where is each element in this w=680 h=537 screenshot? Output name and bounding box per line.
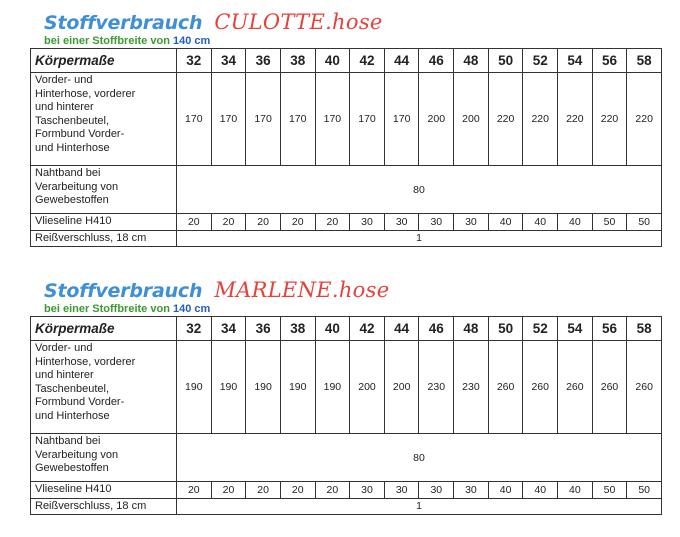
fabric-width-prefix: bei einer Stoffbreite von [44, 303, 170, 315]
value-cell: 30 [384, 214, 419, 231]
row-label: Reißverschluss, 18 cm [31, 230, 177, 247]
section-marlene [30, 272, 662, 515]
value-cell: 40 [558, 482, 593, 499]
value-cell: 20 [211, 214, 246, 231]
size-header: 52 [523, 317, 558, 341]
value-cell: 20 [315, 214, 350, 231]
value-cell: 20 [280, 214, 315, 231]
size-header: 50 [488, 49, 523, 73]
value-cell: 170 [211, 73, 246, 166]
size-header: 40 [315, 317, 350, 341]
value-cell: 170 [280, 73, 315, 166]
size-header: 58 [627, 317, 662, 341]
value-cell: 20 [246, 482, 281, 499]
value-cell: 260 [627, 341, 662, 434]
size-header: 44 [384, 317, 419, 341]
row-label-line: Verarbeitung von [35, 448, 119, 461]
fabric-width-note [30, 35, 662, 48]
value-cell: 50 [592, 482, 627, 499]
value-cell: 40 [488, 214, 523, 231]
header-label: Körpermaße [31, 317, 177, 341]
size-header: 54 [558, 317, 593, 341]
value-cell: 30 [419, 482, 454, 499]
row-label: Reißverschluss, 18 cm [31, 498, 177, 515]
value-cell: 40 [488, 482, 523, 499]
row-label-line: Formbund Vorder- [35, 396, 125, 408]
size-header: 54 [558, 49, 593, 73]
fabric-width-value: 140 cm [172, 303, 211, 315]
value-cell: 170 [177, 73, 212, 166]
value-cell: 50 [627, 482, 662, 499]
value-cell: 80 [177, 166, 662, 214]
value-cell: 190 [315, 341, 350, 434]
fabric-width-note [30, 303, 662, 316]
row-label: Vlieseline H410 [31, 482, 177, 499]
row-label-line: Taschenbeutel, [35, 382, 109, 395]
table-header-row [31, 317, 662, 341]
size-header: 40 [315, 49, 350, 73]
value-cell: 20 [246, 214, 281, 231]
row-label-line: Taschenbeutel, [35, 114, 109, 127]
row-label-line: Nahtband bei [35, 435, 101, 447]
fabric-width-value: 140 cm [172, 35, 211, 47]
size-header: 50 [488, 317, 523, 341]
row-label-line: und Hinterhose [35, 409, 110, 422]
value-cell: 220 [523, 73, 558, 166]
size-header: 56 [592, 49, 627, 73]
size-header: 46 [419, 49, 454, 73]
size-header: 42 [350, 317, 385, 341]
value-cell: 260 [488, 341, 523, 434]
row-label-line: Nahtband bei [35, 167, 101, 179]
model-name: CULOTTE.hose [214, 10, 383, 34]
table-row [31, 482, 662, 499]
section-title [30, 272, 662, 302]
value-cell: 170 [246, 73, 281, 166]
table-row [31, 166, 662, 214]
value-cell: 50 [627, 214, 662, 231]
row-label-line: Formbund Vorder- [35, 128, 125, 140]
row-label-line: Gewebestoffen [35, 194, 109, 206]
value-cell: 190 [280, 341, 315, 434]
table-row [31, 341, 662, 434]
section-culotte [30, 4, 662, 247]
row-label [31, 73, 177, 166]
value-cell: 20 [315, 482, 350, 499]
value-cell: 20 [211, 482, 246, 499]
value-cell: 230 [419, 341, 454, 434]
value-cell: 20 [177, 214, 212, 231]
value-cell: 30 [454, 482, 489, 499]
value-cell: 260 [558, 341, 593, 434]
size-header: 32 [177, 317, 212, 341]
header-label: Körpermaße [31, 49, 177, 73]
size-header: 34 [211, 49, 246, 73]
value-cell: 40 [523, 482, 558, 499]
value-cell: 30 [384, 482, 419, 499]
size-header: 42 [350, 49, 385, 73]
value-cell: 1 [177, 230, 662, 247]
title-text: Stoffverbrauch [44, 12, 203, 34]
fabric-usage-table [30, 316, 662, 515]
size-header: 36 [246, 49, 281, 73]
table-header-row [31, 49, 662, 73]
value-cell: 20 [280, 482, 315, 499]
value-cell: 170 [315, 73, 350, 166]
value-cell: 200 [454, 73, 489, 166]
value-cell: 200 [350, 341, 385, 434]
value-cell: 200 [384, 341, 419, 434]
value-cell: 220 [592, 73, 627, 166]
row-label [31, 341, 177, 434]
value-cell: 50 [592, 214, 627, 231]
row-label-line: Vorder- und [35, 74, 93, 86]
value-cell: 170 [350, 73, 385, 166]
row-label-line: und hinterer [35, 369, 94, 381]
value-cell: 40 [523, 214, 558, 231]
size-header: 46 [419, 317, 454, 341]
fabric-width-prefix: bei einer Stoffbreite von [44, 35, 170, 47]
value-cell: 230 [454, 341, 489, 434]
value-cell: 170 [384, 73, 419, 166]
value-cell: 190 [177, 341, 212, 434]
size-header: 52 [523, 49, 558, 73]
value-cell: 40 [558, 214, 593, 231]
size-header: 38 [280, 317, 315, 341]
value-cell: 190 [246, 341, 281, 434]
value-cell: 220 [558, 73, 593, 166]
value-cell: 220 [488, 73, 523, 166]
size-header: 56 [592, 317, 627, 341]
size-header: 48 [454, 49, 489, 73]
row-label-line: Gewebestoffen [35, 462, 109, 474]
size-header: 48 [454, 317, 489, 341]
value-cell: 260 [592, 341, 627, 434]
row-label-line: Verarbeitung von [35, 180, 119, 193]
table-row [31, 73, 662, 166]
value-cell: 80 [177, 434, 662, 482]
row-label-line: Vorder- und [35, 342, 93, 354]
size-header: 44 [384, 49, 419, 73]
table-row [31, 498, 662, 515]
title-text: Stoffverbrauch [44, 280, 203, 302]
row-label [31, 166, 177, 214]
size-header: 32 [177, 49, 212, 73]
row-label-line: und hinterer [35, 101, 94, 113]
row-label-line: Hinterhose, vorderer [35, 355, 136, 368]
table-row [31, 214, 662, 231]
model-name: MARLENE.hose [214, 278, 390, 302]
value-cell: 30 [350, 214, 385, 231]
table-row [31, 230, 662, 247]
value-cell: 30 [350, 482, 385, 499]
value-cell: 220 [627, 73, 662, 166]
section-title [30, 4, 662, 34]
value-cell: 190 [211, 341, 246, 434]
row-label [31, 434, 177, 482]
value-cell: 30 [454, 214, 489, 231]
size-header: 38 [280, 49, 315, 73]
value-cell: 1 [177, 498, 662, 515]
fabric-usage-table [30, 48, 662, 247]
row-label-line: Hinterhose, vorderer [35, 87, 136, 100]
size-header: 58 [627, 49, 662, 73]
size-header: 34 [211, 317, 246, 341]
value-cell: 200 [419, 73, 454, 166]
size-header: 36 [246, 317, 281, 341]
table-row [31, 434, 662, 482]
row-label: Vlieseline H410 [31, 214, 177, 231]
value-cell: 260 [523, 341, 558, 434]
value-cell: 30 [419, 214, 454, 231]
row-label-line: und Hinterhose [35, 141, 110, 154]
value-cell: 20 [177, 482, 212, 499]
